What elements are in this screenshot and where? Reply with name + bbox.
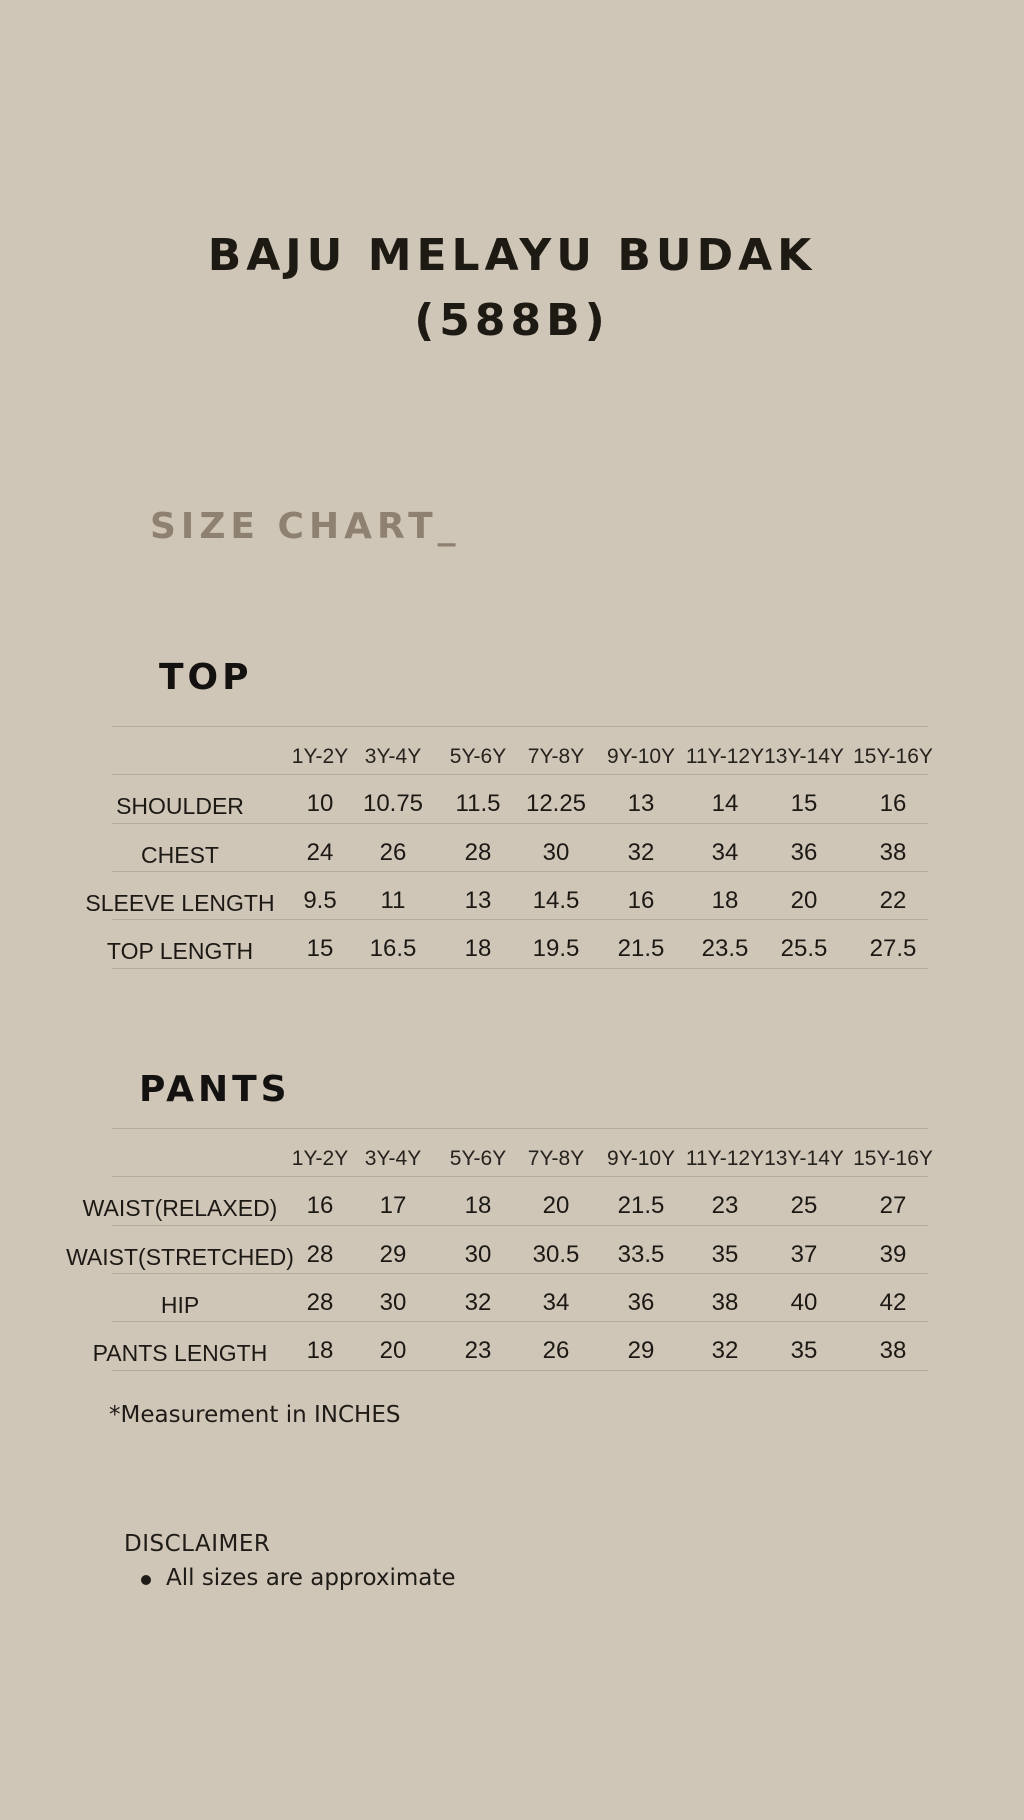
pants-table-cell: 32 (711, 1337, 739, 1365)
pants-table-cell: 30 (379, 1288, 407, 1316)
pants-table-cell: 27 (879, 1192, 907, 1220)
pants-table-cell: 36 (627, 1288, 655, 1316)
top-table-cell: 36 (790, 838, 818, 866)
pants-table-rule (112, 1370, 928, 1371)
top-table-cell: 13 (464, 886, 492, 914)
pants-table-cell: 17 (379, 1192, 407, 1220)
pants-table-cell: 37 (790, 1240, 818, 1268)
pants-section-title: PANTS (139, 1069, 291, 1110)
top-table-cell: 15 (790, 790, 818, 818)
top-table-cell: 34 (711, 838, 739, 866)
top-table-cell: 11.5 (455, 790, 501, 818)
pants-table-cell: 23 (711, 1192, 739, 1220)
disclaimer-heading: DISCLAIMER (124, 1531, 271, 1557)
top-table-cell: 16.5 (369, 935, 417, 963)
top-row-label: CHEST (141, 841, 219, 868)
top-table-cell: 27.5 (869, 935, 917, 963)
top-table-cell: 18 (711, 886, 739, 914)
top-size-header: 9Y-10Y (606, 745, 676, 768)
pants-table-cell: 20 (379, 1337, 407, 1365)
pants-table-cell: 18 (464, 1192, 492, 1220)
top-table-cell: 32 (627, 838, 655, 866)
pants-table-cell: 33.5 (617, 1240, 665, 1268)
pants-table-cell: 25 (790, 1192, 818, 1220)
pants-table-cell: 38 (879, 1337, 907, 1365)
pants-size-header: 15Y-16Y (853, 1147, 933, 1170)
pants-table-rule (112, 1273, 928, 1274)
top-size-header: 13Y-14Y (764, 745, 844, 768)
top-section-title: TOP (159, 657, 253, 698)
top-table-cell: 9.5 (303, 886, 337, 914)
page-title: BAJU MELAYU BUDAK (207, 230, 817, 281)
pants-table-cell: 32 (464, 1288, 492, 1316)
top-table-cell: 23.5 (701, 935, 749, 963)
top-table-cell: 10 (306, 790, 334, 818)
pants-table-cell: 38 (711, 1288, 739, 1316)
pants-table-cell: 42 (879, 1288, 907, 1316)
top-table-cell: 15 (306, 935, 334, 963)
top-table-cell: 19.5 (532, 935, 580, 963)
top-row-label: TOP LENGTH (106, 938, 254, 965)
top-table-cell: 13 (627, 790, 655, 818)
disclaimer-item: All sizes are approximate (166, 1565, 456, 1591)
pants-table-rule (112, 1225, 928, 1226)
top-table-cell: 21.5 (617, 935, 665, 963)
top-table-cell: 25.5 (780, 935, 828, 963)
top-table-cell: 30 (542, 838, 570, 866)
pants-table-cell: 20 (542, 1192, 570, 1220)
top-table-rule (112, 823, 928, 824)
top-row-label: SHOULDER (116, 793, 244, 820)
pants-table-cell: 21.5 (617, 1192, 665, 1220)
pants-size-header: 11Y-12Y (685, 1147, 765, 1170)
pants-size-header: 3Y-4Y (364, 1147, 422, 1170)
pants-row-label: PANTS LENGTH (92, 1340, 268, 1367)
pants-table-cell: 29 (627, 1337, 655, 1365)
pants-size-header: 13Y-14Y (764, 1147, 844, 1170)
pants-table-rule (112, 1321, 928, 1322)
pants-table-cell: 29 (379, 1240, 407, 1268)
top-table-rule (112, 871, 928, 872)
pants-table-cell: 28 (306, 1240, 334, 1268)
top-size-header: 7Y-8Y (527, 745, 585, 768)
top-table-cell: 10.75 (362, 790, 424, 818)
size-chart-heading: SIZE CHART_ (150, 506, 461, 547)
top-table-cell: 12.25 (525, 790, 587, 818)
pants-table-cell: 34 (542, 1288, 570, 1316)
top-table-rule (112, 968, 928, 969)
top-table-cell: 16 (879, 790, 907, 818)
pants-table-cell: 23 (464, 1337, 492, 1365)
top-size-header: 15Y-16Y (853, 745, 933, 768)
top-size-header: 3Y-4Y (364, 745, 422, 768)
top-table-cell: 24 (306, 838, 334, 866)
top-size-header: 11Y-12Y (685, 745, 765, 768)
top-table-cell: 14 (711, 790, 739, 818)
top-table-cell: 18 (464, 935, 492, 963)
top-row-label: SLEEVE LENGTH (85, 889, 275, 916)
top-size-header: 5Y-6Y (449, 745, 507, 768)
pants-table-cell: 35 (711, 1240, 739, 1268)
pants-row-label: WAIST(RELAXED) (82, 1195, 278, 1222)
pants-table-rule (112, 1128, 928, 1129)
top-table-cell: 16 (627, 886, 655, 914)
pants-row-label: WAIST(STRETCHED) (66, 1243, 294, 1270)
top-table-cell: 26 (379, 838, 407, 866)
pants-size-header: 5Y-6Y (449, 1147, 507, 1170)
top-table-cell: 22 (879, 886, 907, 914)
pants-table-cell: 28 (306, 1288, 334, 1316)
bullet-icon (141, 1575, 151, 1585)
pants-size-header: 7Y-8Y (527, 1147, 585, 1170)
pants-table-cell: 40 (790, 1288, 818, 1316)
top-size-header: 1Y-2Y (291, 745, 349, 768)
top-table-cell: 28 (464, 838, 492, 866)
top-table-rule (112, 919, 928, 920)
top-table-rule (112, 726, 928, 727)
pants-size-header: 1Y-2Y (291, 1147, 349, 1170)
measurement-note: *Measurement in INCHES (109, 1402, 401, 1428)
pants-table-cell: 39 (879, 1240, 907, 1268)
pants-table-cell: 18 (306, 1337, 334, 1365)
pants-table-cell: 35 (790, 1337, 818, 1365)
top-table-rule (112, 774, 928, 775)
top-table-cell: 38 (879, 838, 907, 866)
pants-table-cell: 30 (464, 1240, 492, 1268)
top-table-cell: 20 (790, 886, 818, 914)
pants-table-cell: 26 (542, 1337, 570, 1365)
top-table-cell: 11 (380, 886, 406, 914)
pants-size-header: 9Y-10Y (606, 1147, 676, 1170)
pants-row-label: HIP (160, 1291, 200, 1318)
product-code: (588B) (414, 295, 610, 346)
pants-table-cell: 30.5 (532, 1240, 580, 1268)
pants-table-cell: 16 (306, 1192, 334, 1220)
top-table-cell: 14.5 (532, 886, 580, 914)
pants-table-rule (112, 1176, 928, 1177)
